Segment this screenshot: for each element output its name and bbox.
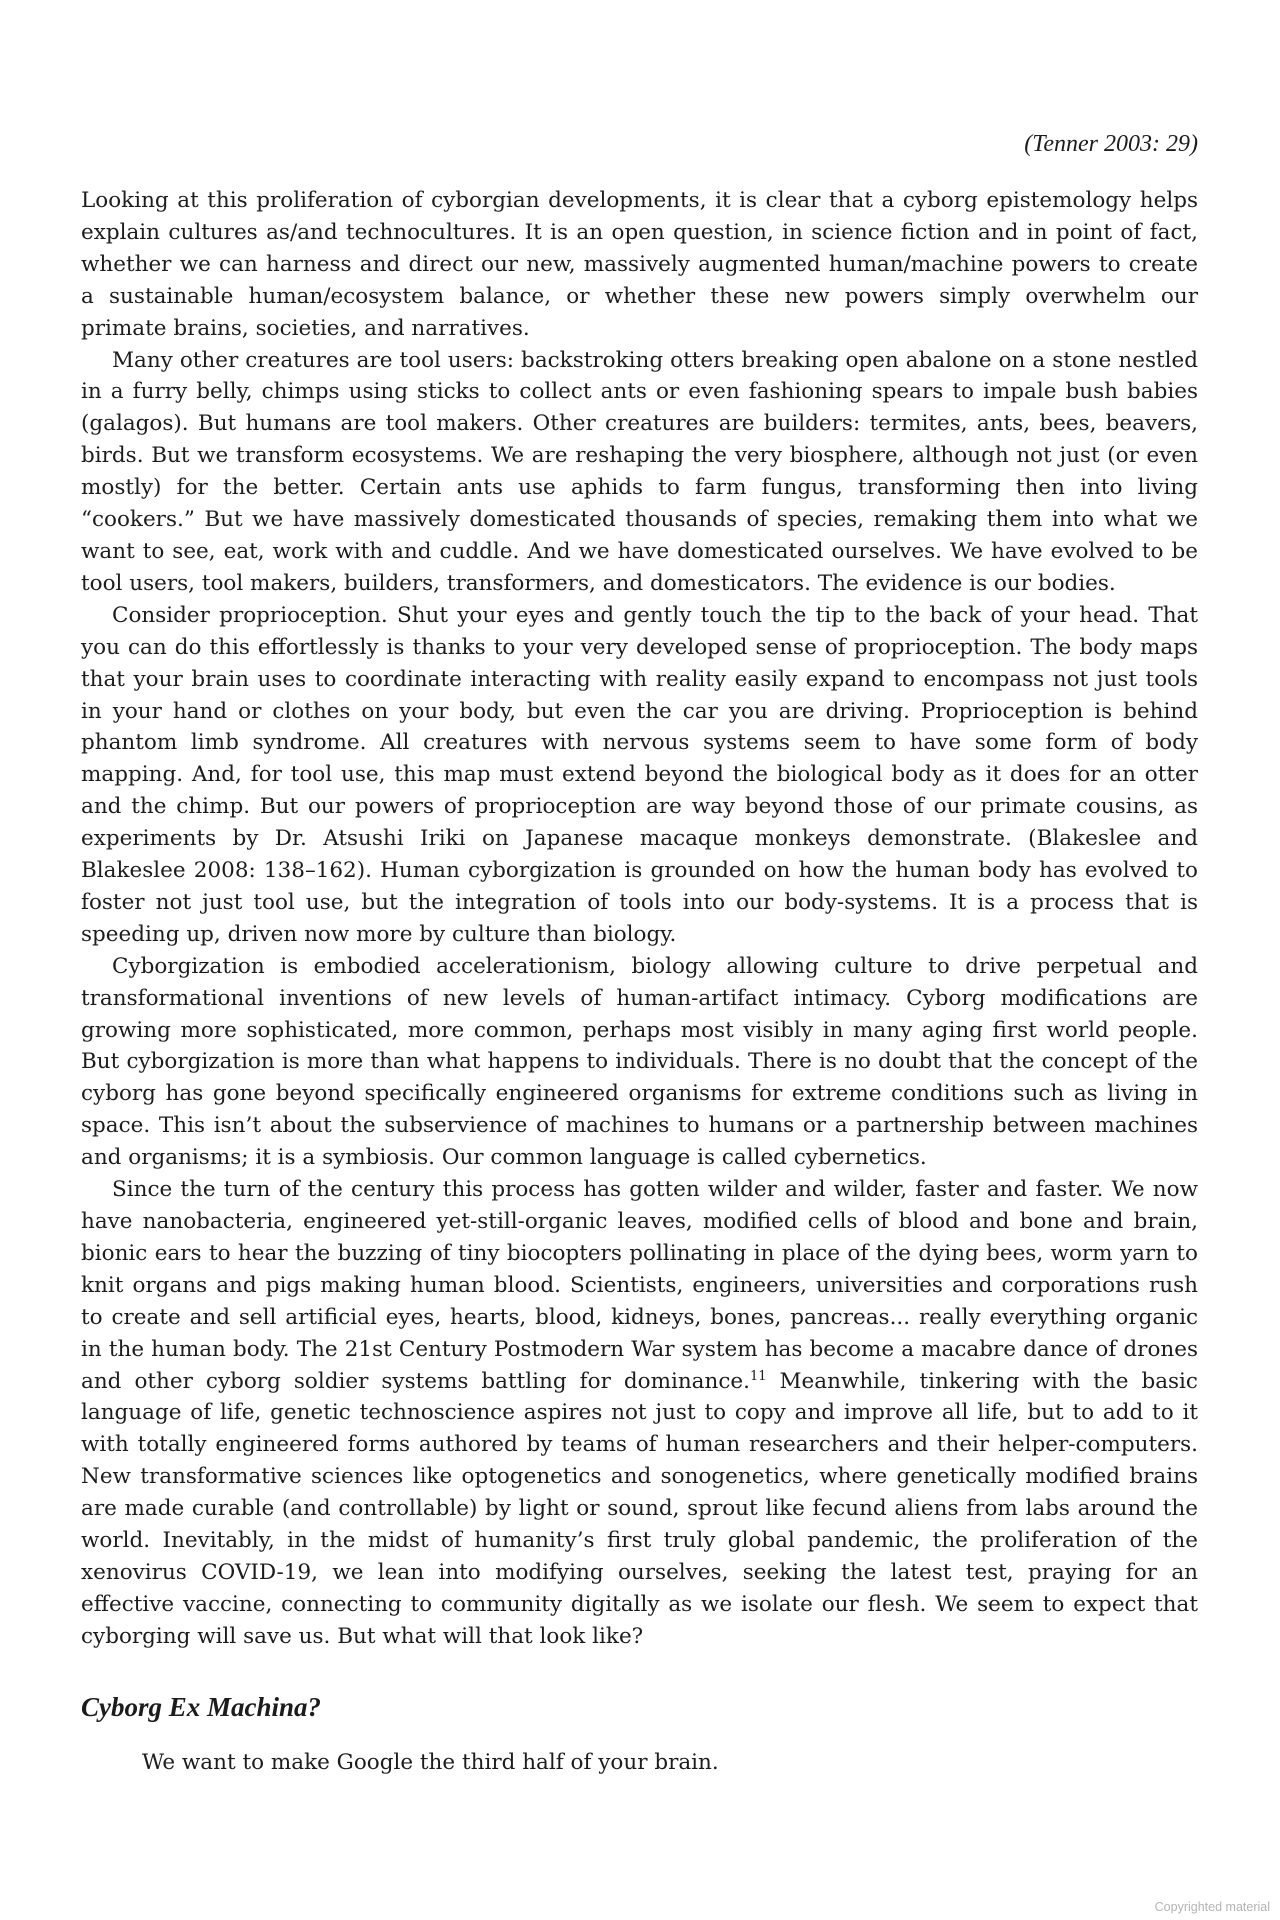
paragraph-1: Looking at this proliferation of cyborgian developments, it is clear that a cyborg epistemology helps explain cultures as/and technocultures. It is an open question, in science fiction and in point of fact, whether we can harness and direct our new, massively augmented human/machine powers to create a sustainable human/ecosystem balance, or whether these new powers simply overwhelm our primate brains, societies, and narratives. <box>81 188 1198 341</box>
body-text <box>81 185 1198 1653</box>
paragraph-4: Cyborgization is embodied accelerationism, biology allowing culture to drive perpetual and transformational inventions of new levels of human-artifact intimacy. Cyborg modifications are growing more sophisticated, more common, perhaps most visibly in many aging first world people. But cyborgization is more than what happens to individuals. There is no doubt that the concept of the cyborg has gone beyond specifically engineered organisms for extreme conditions such as living in space. This isn’t about the subservience of machines to humans or a partnership between machines and organisms; it is a symbiosis. Our common language is called cybernetics. <box>81 953 1198 1171</box>
paragraph-3: Consider proprioception. Shut your eyes and gently touch the tip to the back of your head. That you can do this effortlessly is thanks to your very developed sense of proprioception. The body maps that your brain uses to coordinate interacting with reality easily expand to encompass not just tools in your hand or clothes on your body, but even the car you are driving. Proprioception is behind phantom limb syndrome. All creatures with nervous systems seem to have some form of body mapping. And, for tool use, this map must extend beyond the biological body as it does for an otter and the chimp. But our powers of proprioception are way beyond those of our primate cousins, as experiments by Dr. Atsushi Iriki on Japanese macaque monkeys demonstrate. (Blakeslee and Blakeslee 2008: 138–162). Human cyborgization is grounded on how the human body has evolved to foster not just tool use, but the integration of tools into our body-systems. It is a process that is speeding up, driven now more by culture than biology. <box>81 602 1198 947</box>
footnote-marker[interactable]: 11 <box>749 1368 767 1384</box>
section-heading: Cyborg Ex Machina? <box>81 1692 322 1722</box>
citation: (Tenner 2003: 29) <box>1024 131 1198 157</box>
paragraph-5 <box>81 1174 1198 1653</box>
paragraph-5-part-2: Meanwhile, tinkering with the basic language of life, genetic technoscience aspires not just to copy and improve all life, but to add to it with totally engineered forms authored by teams of human researchers and their helper-computers. New transformative sciences like optogenetics and sonogenetics, where genetically modified brains are made curable (and controllable) by light or sound, sprout like fecund aliens from labs around the world. Inevitably, in the midst of humanity’s first truly global pandemic, the proliferation of the xenovirus COVID-19, we lean into modifying ourselves, seeking the latest test, praying for an effective vaccine, connecting to community digitally as we isolate our flesh. We seem to expect that cyborging will save us. But what will that look like? <box>81 1368 1198 1649</box>
paragraph-5-part-1: Since the turn of the century this process has gotten wilder and wilder, faster and faster. We now have nanobacteria, engineered yet-still-organic leaves, modified cells of blood and bone and brain, bionic ears to hear the buzzing of tiny biocopters pollinating in place of the dying bees, worm yarn to knit organs and pigs making human blood. Scientists, engineers, universities and corporations rush to create and sell artificial eyes, hearts, blood, kidneys, bones, pancreas... really everything organic in the human body. The 21st Century Postmodern War system has become a macabre dance of drones and other cyborg soldier systems battling for dominance. <box>81 1177 1198 1394</box>
paragraph-2: Many other creatures are tool users: backstroking otters breaking open abalone on a stone nestled in a furry belly, chimps using sticks to collect ants or even fashioning spears to impale bush babies (galagos). But humans are tool makers. Other creatures are builders: termites, ants, bees, beavers, birds. But we transform ecosystems. We are reshaping the very biosphere, although not just (or even mostly) for the better. Certain ants use aphids to farm fungus, transforming then into living “cookers.” But we have massively domesticated thousands of species, remaking them into what we want to see, eat, work with and cuddle. And we have domesticated ourselves. We have evolved to be tool users, tool makers, builders, transformers, and domesticators. The evidence is our bodies. <box>81 347 1198 596</box>
copyright-watermark: Copyrighted material <box>1154 1900 1270 1914</box>
epigraph: We want to make Google the third half of your brain. <box>142 1750 719 1775</box>
